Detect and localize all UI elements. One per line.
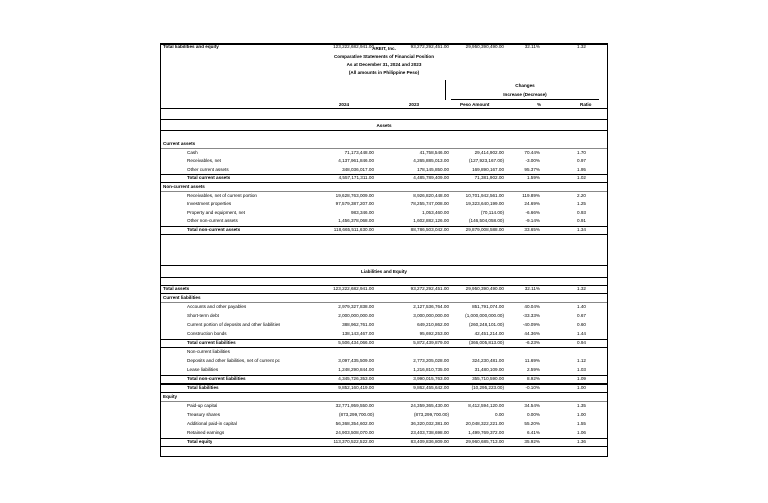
value-peso-change: 29,950,390,490.00 [465, 286, 504, 291]
row-rule-above [161, 438, 607, 439]
value-pct-change: 24.69% [524, 201, 540, 207]
value-peso-change: 71,381,902.00 [474, 175, 504, 181]
row-rule-above [161, 174, 607, 175]
value-ratio: 1.35 [577, 403, 586, 408]
value-2024: 388,962,761.00 [342, 322, 374, 327]
row-rule-above [161, 375, 607, 376]
value-pct-change: 34.54% [524, 403, 540, 408]
row-label: Lease liabilities [187, 367, 219, 372]
value-2023: 2,773,205,028.00 [413, 358, 449, 363]
value-2023: 2,127,536,764.00 [413, 304, 449, 309]
row-rule-above [161, 339, 607, 340]
value-2024: 138,143,467.00 [342, 331, 374, 336]
value-pct-change: 44.36% [524, 331, 540, 336]
row-label: Equity [163, 394, 178, 399]
value-2023: 8,926,820,448.00 [413, 192, 449, 198]
row-label: Total liabilities and equity [163, 44, 219, 49]
value-2024: 983,346.00 [351, 209, 374, 215]
value-ratio: 1.00 [577, 412, 586, 417]
value-2023: 36,320,032,381.00 [410, 421, 449, 426]
col-2023-header: 2023 [408, 102, 420, 107]
value-peso-change: 169,890,167.00 [472, 166, 504, 172]
value-2023: 1,053,460.00 [422, 209, 449, 215]
header-rule [161, 108, 607, 109]
row-label: Paid-up capital [187, 403, 218, 408]
value-peso-change: 29,414,902.00 [474, 149, 504, 155]
value-ratio: 1.09 [577, 376, 586, 381]
value-2024: 4,557,171,311.00 [338, 175, 374, 181]
value-pct-change: -3.00% [525, 158, 540, 164]
value-ratio: 0.93 [577, 209, 586, 215]
value-2023: 41,758,546.00 [419, 149, 449, 155]
value-peso-change: (10,295,223.00) [471, 385, 504, 390]
row-label: Additional paid-in capital [187, 421, 237, 426]
value-pct-change: 2.59% [526, 367, 540, 372]
value-2023: 4,485,789,409.00 [413, 175, 449, 181]
row-label: Current assets [163, 141, 196, 146]
value-pct-change: 40.04% [524, 304, 540, 309]
value-ratio: 1.40 [577, 304, 586, 309]
value-pct-change: 1.59% [526, 175, 540, 181]
row-label: Short-term debt [187, 313, 219, 318]
value-pct-change: -40.09% [522, 322, 540, 327]
value-2024: (873,299,700.00) [339, 412, 374, 417]
value-2023: 1,602,882,126.00 [413, 218, 449, 224]
increase-decrease-header: Increase (Decrease) [503, 92, 547, 97]
value-peso-change: 1,499,769,372.00 [468, 430, 504, 435]
row-label: Retained earnings [187, 430, 225, 435]
value-2024: 1,456,378,068.00 [338, 218, 374, 224]
row-rule [161, 392, 607, 393]
value-peso-change: 42,451,214.00 [474, 331, 504, 336]
value-2024: 2,979,327,838.00 [338, 304, 374, 309]
value-2023: 23,403,738,698.00 [410, 430, 449, 435]
row-rule [161, 191, 607, 192]
value-peso-change: 29,879,008,588.00 [465, 227, 504, 232]
value-2024: 56,368,354,602.00 [335, 421, 374, 426]
changes-header: Changes [515, 83, 535, 88]
value-2023: 88,786,503,042.00 [410, 227, 449, 232]
row-label: Other current assets [187, 166, 229, 172]
value-pct-change: 70.44% [524, 149, 540, 155]
value-peso-change: (1,000,000,000.00) [465, 313, 504, 318]
value-pct-change: 55.20% [524, 421, 540, 426]
value-peso-change: 355,710,590.00 [472, 376, 504, 381]
row-rule [161, 148, 607, 149]
value-pct-change: -9.14% [525, 218, 540, 224]
value-peso-change: 851,791,074.00 [472, 304, 504, 309]
value-peso-change: 10,701,942,561.00 [465, 192, 504, 198]
value-2023: 93,272,292,451.00 [410, 286, 449, 291]
row-label: Treasury shares [187, 412, 221, 417]
row-label: Accounts and other payables [187, 304, 247, 309]
col-ratio-header: Ratio [580, 102, 592, 107]
header-divider [445, 80, 446, 100]
value-2023: 4,265,885,013.00 [413, 158, 449, 164]
col-2024-header: 2024 [338, 102, 350, 107]
row-label: Non-current assets [163, 184, 205, 189]
value-2023: 83,409,836,809.00 [410, 439, 449, 444]
value-pct-change: 6.41% [526, 430, 540, 435]
value-ratio: 1.34 [577, 227, 586, 232]
value-ratio: 0.91 [577, 218, 586, 224]
value-ratio: 1.12 [577, 358, 586, 363]
row-label: Current portion of deposits and other liabilities [187, 322, 281, 327]
value-ratio: 0.60 [577, 322, 586, 327]
row-rule [161, 347, 607, 348]
value-ratio: 1.06 [577, 430, 586, 435]
value-peso-change: (146,504,058.00) [469, 218, 504, 224]
value-pct-change: -6.66% [525, 209, 540, 215]
value-ratio: 1.02 [577, 175, 586, 181]
value-pct-change: 8.92% [526, 376, 540, 381]
value-pct-change: -0.10% [525, 385, 540, 390]
value-pct-change: 32.11% [524, 44, 540, 49]
row-label: Receivables, net of current portion [187, 192, 257, 198]
value-2023: 95,692,253.00 [419, 331, 449, 336]
row-label: Receivables, net [187, 158, 221, 164]
value-ratio: 1.44 [577, 331, 586, 336]
value-ratio: 1.70 [577, 149, 586, 155]
value-2024: 32,771,959,550.00 [335, 403, 374, 408]
value-peso-change: 20,048,322,221.00 [465, 421, 504, 426]
row-label: Current liabilities [163, 295, 201, 300]
row-rule [161, 234, 607, 235]
value-2023: (873,299,700.00) [414, 412, 449, 417]
row-label: Total equity [187, 439, 213, 444]
value-2023: 3,000,000,000.00 [413, 313, 449, 318]
row-rule-above [161, 44, 607, 45]
value-peso-change: (70,114.00) [480, 209, 504, 215]
value-2024: 123,222,682,941.00 [333, 286, 374, 291]
row-rule [161, 293, 607, 294]
value-peso-change: 29,960,685,713.00 [465, 439, 504, 444]
value-pct-change: 95.37% [524, 166, 540, 172]
value-ratio: 1.32 [577, 286, 586, 291]
row-label: Other non-current assets [187, 218, 238, 224]
value-peso-change: (127,923,167.00) [469, 158, 504, 164]
row-rule [161, 401, 607, 402]
value-2024: 118,665,511,630.00 [333, 227, 374, 232]
row-rule-above [161, 226, 607, 227]
value-peso-change: (260,248,101.00) [469, 322, 504, 327]
changes-underline [451, 99, 599, 100]
row-label: Construction bonds [187, 331, 227, 336]
assets-rule-bottom [161, 130, 607, 131]
value-ratio: 1.55 [577, 421, 586, 426]
value-2023: 3,990,015,763.00 [413, 376, 449, 381]
value-ratio: 0.97 [577, 158, 586, 164]
value-2024: 123,222,682,941.00 [333, 44, 374, 49]
value-2024: 97,579,387,207.00 [335, 201, 374, 207]
value-pct-change: -6.23% [525, 340, 540, 345]
row-rule [161, 302, 607, 303]
liab-rule-top [161, 265, 607, 266]
row-rule [161, 182, 607, 183]
col-pct-header: % [536, 102, 542, 107]
liab-equity-section-title: Liabilities and Equity [361, 269, 407, 274]
value-2024: 9,852,160,419.00 [338, 385, 374, 390]
value-pct-change: 32.11% [524, 286, 540, 291]
row-label: Total non-current assets [187, 227, 241, 232]
value-2023: 178,145,850.00 [417, 166, 449, 172]
value-ratio: 0.94 [577, 340, 586, 345]
value-2024: 4,345,726,353.00 [338, 376, 374, 381]
value-2023: 1,216,810,735.00 [413, 367, 449, 372]
financial-statement-sheet [160, 43, 608, 457]
row-label: Total assets [163, 286, 190, 291]
row-label: Total liabilities [187, 385, 219, 390]
value-pct-change: -33.33% [522, 313, 540, 318]
row-label: Total current assets [187, 175, 231, 181]
value-2024: 71,173,448.00 [344, 149, 374, 155]
value-pct-change: 33.65% [524, 227, 540, 232]
col-peso-header: Peso Amount [460, 102, 490, 107]
row-label: Property and equipment, net [187, 209, 245, 215]
value-peso-change: 31,480,109.00 [474, 367, 504, 372]
value-ratio: 0.67 [577, 313, 586, 318]
value-2023: 5,872,439,879.00 [413, 340, 449, 345]
value-peso-change: 0.00 [495, 412, 504, 417]
row-label: Total non-current liabilities [187, 376, 246, 381]
value-ratio: 2.20 [577, 192, 586, 198]
value-2024: 113,370,522,522.00 [333, 439, 374, 444]
statement-dates: As at December 31, 2024 and 2023 [346, 62, 422, 67]
row-label: Non-current liabilities [187, 349, 230, 354]
value-2023: 78,255,747,008.00 [410, 201, 449, 207]
row-label: Investment properties [187, 201, 232, 207]
value-2023: 24,359,365,430.00 [410, 403, 449, 408]
company-name: AREIT, Inc. [372, 46, 396, 51]
row-label: Deposits and other liabilities, net of current pc [187, 358, 280, 363]
value-2024: 24,903,508,070.00 [335, 430, 374, 435]
value-peso-change: 19,323,640,199.00 [465, 201, 504, 207]
value-2024: 4,137,961,846.00 [338, 158, 374, 164]
value-2023: 93,272,292,451.00 [410, 44, 449, 49]
value-ratio: 1.03 [577, 367, 586, 372]
value-2024: 348,036,017.00 [342, 166, 374, 172]
value-2024: 3,097,435,509.00 [338, 358, 374, 363]
row-label: Cash [187, 149, 198, 155]
value-2024: 5,506,434,066.00 [338, 340, 374, 345]
value-2023: 649,210,862.00 [417, 322, 449, 327]
value-pct-change: 119.89% [522, 192, 540, 198]
value-ratio: 1.00 [577, 385, 586, 390]
value-peso-change: 324,230,481.00 [472, 358, 504, 363]
value-pct-change: 35.92% [524, 439, 540, 444]
value-2023: 9,862,455,642.00 [413, 385, 449, 390]
value-2024: 19,628,763,009.00 [335, 192, 374, 198]
value-ratio: 1.95 [577, 166, 586, 172]
statement-title: Comparative Statements of Financial Position [333, 54, 435, 59]
value-ratio: 1.36 [577, 439, 586, 444]
value-2024: 2,000,000,000.00 [338, 313, 374, 318]
assets-rule-top [161, 119, 607, 120]
value-ratio: 1.25 [577, 201, 586, 207]
row-rule [161, 446, 607, 447]
value-ratio: 1.32 [577, 44, 586, 49]
row-rule-above [161, 285, 607, 286]
value-pct-change: 11.69% [524, 358, 540, 363]
row-label: Total current liabilities [187, 340, 236, 345]
value-peso-change: (366,005,813.00) [469, 340, 504, 345]
value-peso-change: 8,412,594,120.00 [468, 403, 504, 408]
statement-units: (All amounts in Philippine Peso) [348, 70, 420, 75]
value-2024: 1,248,290,844.00 [338, 367, 374, 372]
value-peso-change: 29,950,390,490.00 [465, 44, 504, 49]
row-rule-above [161, 384, 607, 385]
value-pct-change: 0.00% [526, 412, 540, 417]
liab-rule-bottom [161, 277, 607, 278]
assets-section-title: Assets [376, 123, 392, 128]
